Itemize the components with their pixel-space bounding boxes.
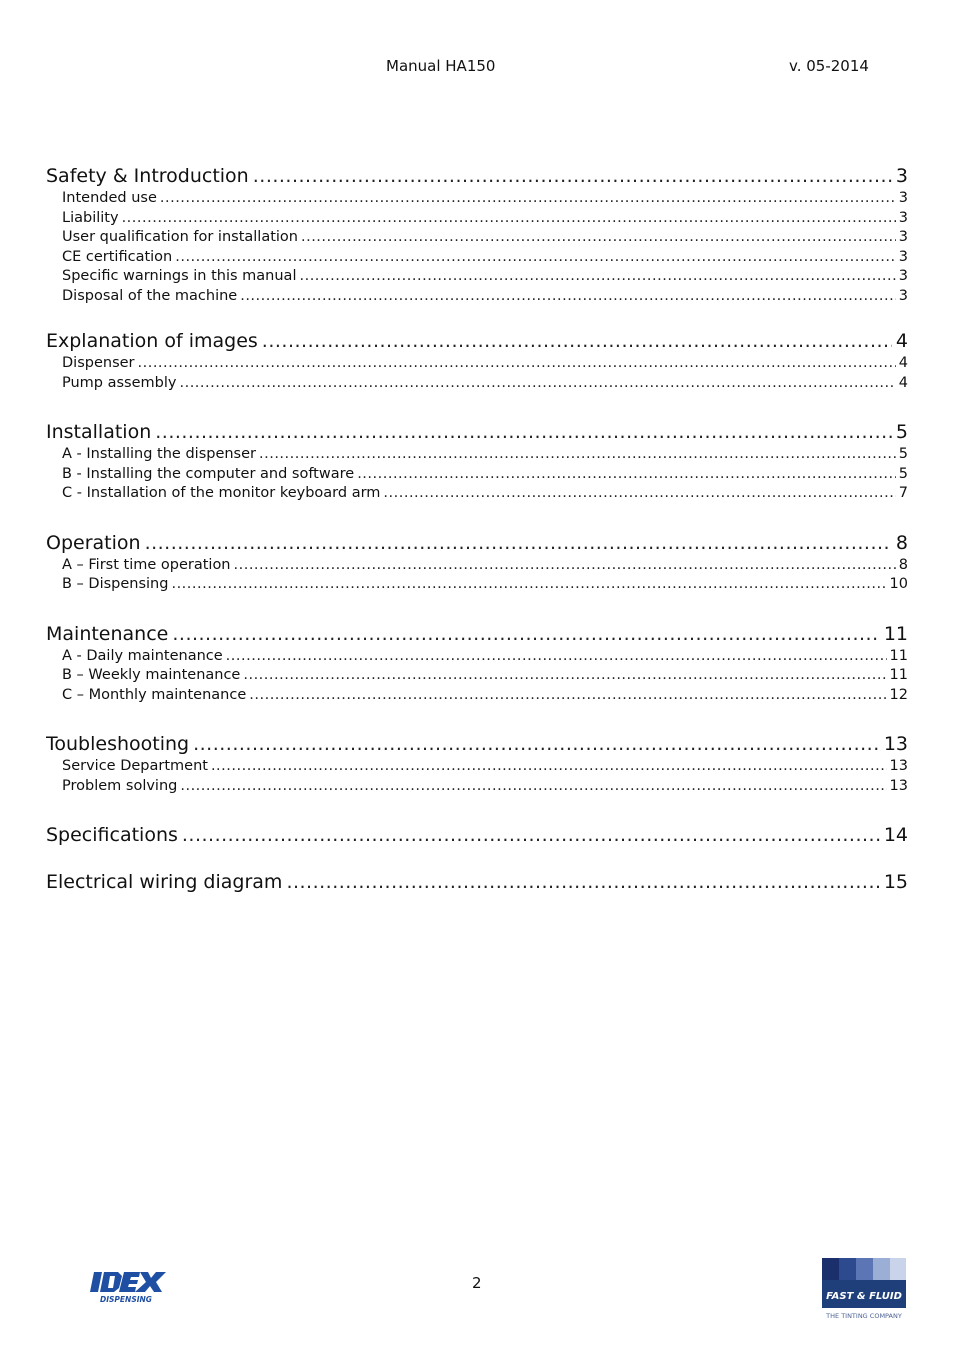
dot-leader [243,666,886,686]
toc-subentry[interactable] [46,189,908,209]
toc-entry[interactable] [46,530,908,556]
toc-subentry-title: B – Weekly maintenance [62,667,241,683]
toc-subentry-page: 10 [889,576,908,592]
toc-entry-page: 4 [895,330,908,352]
toc-subentry-page: 3 [898,268,908,284]
toc-subentry-title: Dispenser [62,355,135,371]
toc-subentry-title: B - Installing the computer and software [62,465,355,482]
table-of-contents [46,163,908,895]
toc-subentry-title: Liability [62,209,119,226]
page-header [0,57,954,77]
toc-subentry[interactable] [46,647,908,667]
toc-subentry-page: 11 [889,647,908,664]
toc-subentry-page: 3 [898,287,908,304]
idex-logo-subtext: DISPENSING [100,1295,152,1304]
toc-subentry-title: Pump assembly [62,374,177,391]
dot-leader [299,267,895,287]
toc-section [46,731,908,796]
toc-subentry[interactable] [46,666,908,686]
toc-subentry[interactable] [46,575,908,595]
dot-leader [122,209,896,229]
toc-entry-title: Electrical wiring diagram [46,871,283,893]
toc-entry[interactable] [46,869,908,895]
dot-leader [211,757,887,777]
toc-subentry-title: Service Department [62,758,208,774]
toc-section [46,163,908,306]
toc-entry[interactable] [46,621,908,647]
toc-section [46,621,908,706]
toc-section [46,328,908,393]
toc-subentry-page: 12 [889,686,908,703]
dot-leader [182,822,880,848]
dot-leader [262,328,892,354]
dot-leader [240,287,896,307]
page-number: 2 [472,1274,482,1292]
toc-subentry[interactable] [46,465,908,485]
toc-subentry[interactable] [46,354,908,374]
manual-title: Manual HA150 [386,57,496,75]
dot-leader [145,530,892,556]
toc-subentry[interactable] [46,248,908,268]
dot-leader [172,621,879,647]
toc-section [46,869,908,895]
toc-subentry-page: 4 [898,355,908,371]
toc-entry-title: Maintenance [46,622,169,645]
dot-leader [259,445,896,465]
dot-leader [301,228,896,248]
toc-subentry-title: A - Installing the dispenser [62,446,256,462]
toc-subentry[interactable] [46,209,908,229]
toc-subentry-page: 5 [898,465,908,482]
toc-subentry[interactable] [46,374,908,394]
toc-entry-title: Specifications [46,824,178,846]
toc-subentry[interactable] [46,757,908,777]
toc-entry-page: 13 [883,733,908,755]
toc-entry-page: 14 [883,824,908,846]
toc-subentry[interactable] [46,228,908,248]
toc-entry[interactable] [46,328,908,354]
dot-leader [226,647,887,667]
toc-subentry-page: 13 [889,777,908,794]
toc-entry-page: 3 [895,165,908,187]
toc-subentry-title: A – First time operation [62,556,231,573]
dot-leader [160,189,896,209]
fast-and-fluid-logo-subtext: THE TINTING COMPANY [826,1312,902,1320]
toc-subentry-page: 3 [898,248,908,265]
dot-leader [193,731,880,757]
dot-leader [171,575,886,595]
toc-subentry-title: B – Dispensing [62,576,169,592]
dot-leader [383,484,895,504]
fast-and-fluid-logo [820,1256,908,1322]
dot-leader [357,465,896,485]
dot-leader [155,419,892,445]
toc-subentry[interactable] [46,484,908,504]
toc-subentry-title: Intended use [62,190,157,206]
toc-subentry-title: Disposal of the machine [62,287,238,304]
toc-entry[interactable] [46,822,908,848]
toc-subentry[interactable] [46,287,908,307]
toc-section [46,419,908,504]
toc-subentry[interactable] [46,267,908,287]
toc-entry[interactable] [46,731,908,757]
toc-subentry-title: User qualification for installation [62,229,298,245]
toc-subentry-page: 5 [898,446,908,462]
toc-subentry-page: 11 [889,667,908,683]
fast-and-fluid-logo-text: FAST & FLUID [826,1291,902,1302]
toc-subentry-page: 4 [898,374,908,391]
toc-subentry-title: C – Monthly maintenance [62,686,247,703]
toc-subentry[interactable] [46,777,908,797]
toc-subentry-title: C - Installation of the monitor keyboard arm [62,485,381,501]
toc-entry-page: 5 [895,421,908,443]
toc-entry-title: Operation [46,531,141,554]
dot-leader [175,248,896,268]
toc-subentry-page: 3 [898,190,908,206]
toc-subentry-title: CE certification [62,248,173,265]
toc-entry-page: 15 [883,871,908,893]
dot-leader [234,556,896,576]
toc-entry[interactable] [46,419,908,445]
toc-subentry-title: A - Daily maintenance [62,647,223,664]
dot-leader [179,374,895,394]
toc-subentry-page: 13 [889,758,908,774]
toc-entry-title: Toubleshooting [46,733,190,755]
idex-logo [88,1268,170,1306]
toc-subentry[interactable] [46,556,908,576]
dot-leader [180,777,886,797]
toc-section [46,530,908,595]
toc-entry-title: Explanation of images [46,330,258,352]
toc-subentry-title: Specific warnings in this manual [62,268,297,284]
toc-section [46,822,908,848]
toc-entry-title: Installation [46,421,152,443]
toc-entry-page: 11 [883,622,908,645]
dot-leader [253,163,892,189]
toc-subentry-page: 7 [898,485,908,501]
toc-entry-page: 8 [895,531,908,554]
dot-leader [249,686,886,706]
toc-entry[interactable] [46,163,908,189]
idex-logo-mark [90,1272,166,1292]
toc-subentry[interactable] [46,445,908,465]
toc-subentry-page: 3 [898,229,908,245]
manual-version: v. 05-2014 [789,57,869,75]
toc-entry-title: Safety & Introduction [46,165,249,187]
dot-leader [138,354,896,374]
toc-subentry-page: 8 [898,556,908,573]
toc-subentry[interactable] [46,686,908,706]
toc-subentry-title: Problem solving [62,777,178,794]
dot-leader [286,869,879,895]
toc-subentry-page: 3 [898,209,908,226]
